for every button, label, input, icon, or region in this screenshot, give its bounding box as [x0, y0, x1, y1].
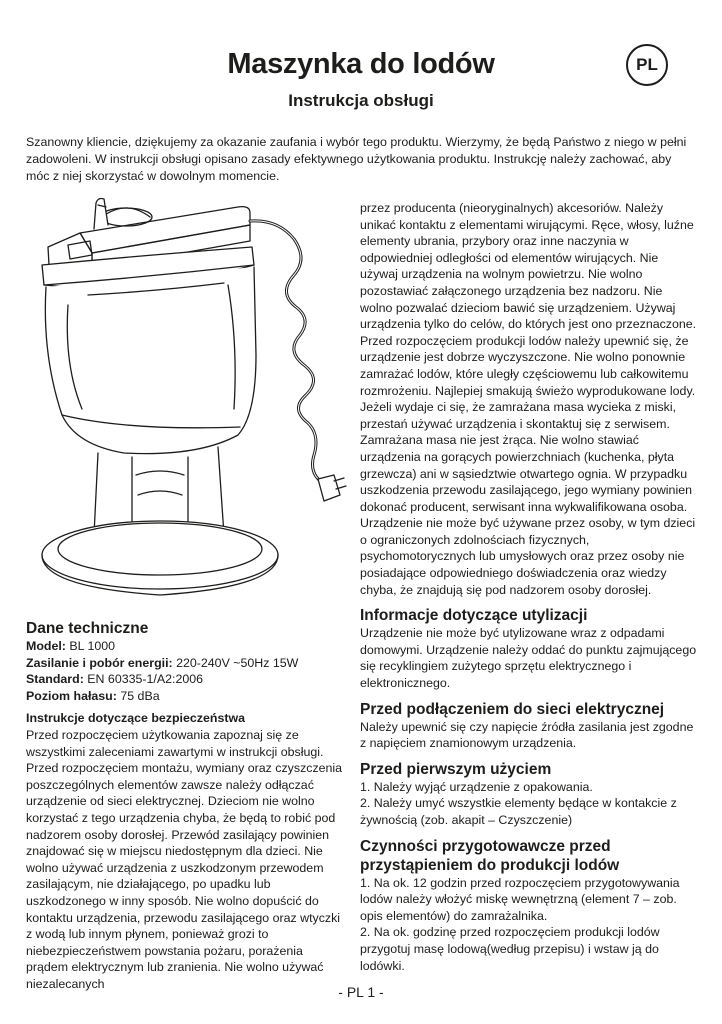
- disposal-section: [360, 606, 698, 691]
- left-column: [26, 619, 348, 992]
- before-connecting-section: [360, 700, 698, 752]
- spec-power: Zasilanie i pobór energii: 220-240V ~50Hz 15W: [26, 655, 299, 670]
- preparation-step-2: 2. Na ok. godzinę przed rozpoczęciem produkcji lodów przygotuj masę lodową(według przepisu) i wstaw ją do lodówki.: [360, 925, 660, 973]
- safety-heading: Instrukcje dotyczące bezpieczeństwa: [26, 711, 245, 726]
- first-use-heading: Przed pierwszym użyciem: [360, 760, 552, 778]
- page-number: - PL 1 -: [338, 984, 384, 1000]
- spec-noise: Poziom hałasu: 75 dBa: [26, 688, 160, 703]
- preparation-heading: Czynności przygotowawcze przed przystąpieniem do produkcji lodów: [360, 837, 620, 874]
- first-use-step-1: 1. Należy wyjąć urządzenie z opakowania.: [360, 779, 593, 794]
- ice-cream-maker-illustration: [28, 195, 348, 605]
- safety-text-left: Przed rozpoczęciem użytkowania zapoznaj się ze wszystkimi zaleceniami zawartymi w instrukcji obsługi. Przed rozpoczęciem montażu, wymiany oraz czyszczenia poszczególnych elementów zawsze należy odłączać urządzenie od sieci elektrycznej. Dzieciom nie wolno korzystać z tego urządzenia chyba, że będą to robić pod nadzorem osoby dorosłej. Przewód zasilający powinien znajdować się w miejscu niedostępnym dla dzieci. Nie wolno używać urządzenia z uszkodzonym przewodem zasilającym, nie działającego, po upadku lub uszkodzonego w inny sposób. Nie wolno dopuścić do kontaktu urządzenia, przewodu zasilającego oraz wtyczki z wodą lub innym płynem, ponieważ grozi to niebezpieczeństwem powstania pożaru, porażenia prądem elektrycznym lub zranienia. Nie wolno używać niezalecanych: [26, 727, 343, 991]
- first-use-section: [360, 760, 698, 829]
- right-column: [360, 200, 698, 974]
- page-title: Maszynka do lodów: [227, 48, 495, 80]
- preparation-section: [360, 837, 698, 975]
- disposal-text: Urządzenie nie może być utylizowane wraz z odpadami domowymi. Urządzenie należy oddać do punktu zajmującego się recyklingiem zużytego sprzętu elektrycznego i elektronicznego.: [360, 626, 697, 691]
- language-badge: PL: [626, 44, 668, 86]
- disposal-heading: Informacje dotyczące utylizacji: [360, 607, 588, 625]
- spec-model: Model: BL 1000: [26, 639, 116, 653]
- tech-data-heading: Dane techniczne: [26, 620, 149, 637]
- intro-section: [26, 134, 696, 186]
- before-connecting-heading: Przed podłączeniem do sieci elektrycznej: [360, 700, 665, 718]
- page-subtitle: Instrukcja obsługi: [288, 91, 434, 110]
- preparation-step-1: 1. Na ok. 12 godzin przed rozpoczęciem przygotowywania lodów należy włożyć miskę wewnętrzną (element 7 – zob. opis elementów) do zamrażalnika.: [360, 875, 680, 923]
- spec-standard: Standard: EN 60335-1/A2:2006: [26, 672, 204, 687]
- safety-text-right: przez producenta (nieoryginalnych) akcesoriów. Należy unikać kontaktu z elementami wirującymi. Ręce, włosy, luźne elementy ubrania, przybory oraz inne naczynia w odpowiedniej odległości od elementów wirujących. Nie używaj urządzenia na wolnym powietrzu. Nie wolno pozostawiać załączonego urządzenia bez nadzoru. Nie wolno pozwalać dzieciom bawić się urządzeniem. Używaj urządzenia tylko do celów, do których jest ono przeznaczone. Przed rozpoczęciem produkcji lodów należy upewnić się, że urządzenie jest dobrze wyczyszczone. Nie wolno ponownie zamrażać lodów, które uległy częściowemu lub całkowitemu rozmrożeniu. Najlepiej smakują świeżo wyprodukowane lody. Jeżeli wydaje ci się, że zamrażana masa wycieka z miski, przestań używać urządzenia i skontaktuj się z serwisem. Zamrażana masa nie jest żrąca. Nie wolno stawiać urządzenia na gorących powierzchniach (kuchenka, płyta grzewcza) ani w sąsiedztwie otwartego ognia. W przypadku uszkodzenia przewodu zasilającego, jego wymiany powinien dokonać producent, serwisant inna wykwalifikowana osoba. Urządzenie nie może być używane przez osoby, w tym dzieci o ograniczonych zdolnościach fizycznych, psychomotorycznych lub umysłowych oraz przez osoby nie posiadające odpowiedniego doświadczenia oraz wiedzy chyba, że znajdują się pod nadzorem osoby dorosłej.: [360, 201, 697, 597]
- intro-paragraph: Szanowny kliencie, dziękujemy za okazanie zaufania i wybór tego produktu. Wierzymy, że będą Państwo z niego w pełni zadowoleni. W instrukcji obsługi opisano zasady efektywnego użytkowania produktu. Instrukcję należy zachować, aby móc z niej skorzystać w dowolnym momencie.: [26, 135, 687, 184]
- before-connecting-text: Należy upewnić się czy napięcie źródła zasilania jest zgodne z napięciem znamionowym urządzenia.: [360, 719, 694, 751]
- first-use-step-2: 2. Należy umyć wszystkie elementy będące w kontakcie z żywnością (zob. akapit – Czyszczenie): [360, 796, 677, 827]
